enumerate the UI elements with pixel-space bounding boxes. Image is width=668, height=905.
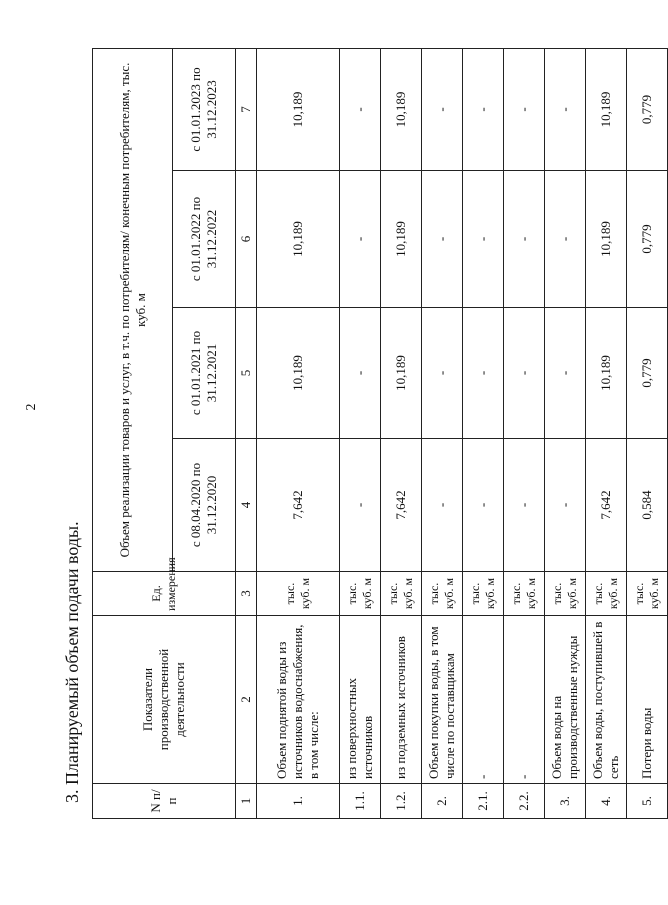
row-value: - [422,308,463,439]
row-value: 10,189 [586,171,627,308]
row-name: Объем воды, поступившей в сеть [586,616,627,784]
row-unit: тыс. куб. м [627,572,668,616]
column-number: 7 [236,48,257,170]
header-period: с 01.01.2022 по 31.12.2022 [173,171,236,308]
header-num: N п/п [93,784,236,819]
table-row [257,48,340,818]
row-num: 2. [422,784,463,819]
column-number: 1 [236,784,257,819]
row-value: 10,189 [586,48,627,170]
row-value: 10,189 [257,48,340,170]
row-value: - [340,171,381,308]
row-value: 10,189 [381,171,422,308]
water-supply-table [92,48,668,819]
page-number: 2 [24,403,39,411]
row-value: - [340,48,381,170]
row-value: - [340,308,381,439]
row-value: - [463,308,504,439]
row-value: - [422,439,463,572]
row-unit: тыс. куб. м [340,572,381,616]
row-unit: тыс. куб. м [422,572,463,616]
row-name: - [463,616,504,784]
row-num: 2.1. [463,784,504,819]
header-period: с 01.01.2021 по 31.12.2021 [173,308,236,439]
row-value: 7,642 [586,439,627,572]
row-value: 0,779 [627,308,668,439]
column-number: 6 [236,171,257,308]
row-num: 1.2. [381,784,422,819]
column-number: 5 [236,308,257,439]
row-value: - [422,48,463,170]
row-value: - [504,308,545,439]
row-value: 10,189 [381,308,422,439]
header-row [93,48,173,818]
column-number: 3 [236,572,257,616]
row-unit: тыс. куб. м [463,572,504,616]
row-value: - [340,439,381,572]
row-value: - [422,171,463,308]
row-value: - [545,308,586,439]
row-value: 10,189 [257,308,340,439]
table-row [340,48,381,818]
header-period: с 01.01.2023 по 31.12.2023 [173,48,236,170]
row-num: 4. [586,784,627,819]
table-row [381,48,422,818]
row-unit: тыс. куб. м [381,572,422,616]
row-num: 5. [627,784,668,819]
section-heading: 3. Планируемый объем подачи воды. [62,521,82,803]
row-unit: тыс. куб. м [504,572,545,616]
row-name: Потери воды [627,616,668,784]
row-name: из поверхностных источников [340,616,381,784]
row-value: 0,779 [627,171,668,308]
header-volume-group: Объем реализации товаров и услуг, в т.ч. по потребителям/ конечным потребителям, тыс. куб. м [93,48,173,571]
row-name: Объем покупки воды, в том числе по поставщикам [422,616,463,784]
row-value: - [545,439,586,572]
table-row [463,48,504,818]
column-number: 2 [236,616,257,784]
table-row [627,48,668,818]
row-name: Объем поднятой воды из источников водоснабжения, в том числе: [257,616,340,784]
table-row [504,48,545,818]
row-value: 7,642 [257,439,340,572]
row-value: - [463,171,504,308]
row-value: 10,189 [381,48,422,170]
row-value: 10,189 [257,171,340,308]
column-numbers-row [236,48,257,818]
row-value: - [545,171,586,308]
row-name: из подземных источников [381,616,422,784]
table-row [545,48,586,818]
row-value: - [463,48,504,170]
row-unit: тыс. куб. м [257,572,340,616]
row-unit: тыс. куб. м [586,572,627,616]
row-value: - [504,171,545,308]
header-indicator: Показатели производственной деятельности [93,616,236,784]
row-name: - [504,616,545,784]
column-number: 4 [236,439,257,572]
row-value: 10,189 [586,308,627,439]
row-value: - [504,48,545,170]
header-period: с 08.04.2020 по 31.12.2020 [173,439,236,572]
row-value: 7,642 [381,439,422,572]
row-num: 3. [545,784,586,819]
row-num: 2.2. [504,784,545,819]
row-num: 1.1. [340,784,381,819]
header-unit: Ед. измерения [93,572,236,616]
row-num: 1. [257,784,340,819]
row-value: 0,779 [627,48,668,170]
row-value: - [504,439,545,572]
row-value: 0,584 [627,439,668,572]
row-value: - [545,48,586,170]
row-value: - [463,439,504,572]
table-row [422,48,463,818]
row-name: Объем воды на производственные нужды [545,616,586,784]
row-unit: тыс. куб. м [545,572,586,616]
table-row [586,48,627,818]
